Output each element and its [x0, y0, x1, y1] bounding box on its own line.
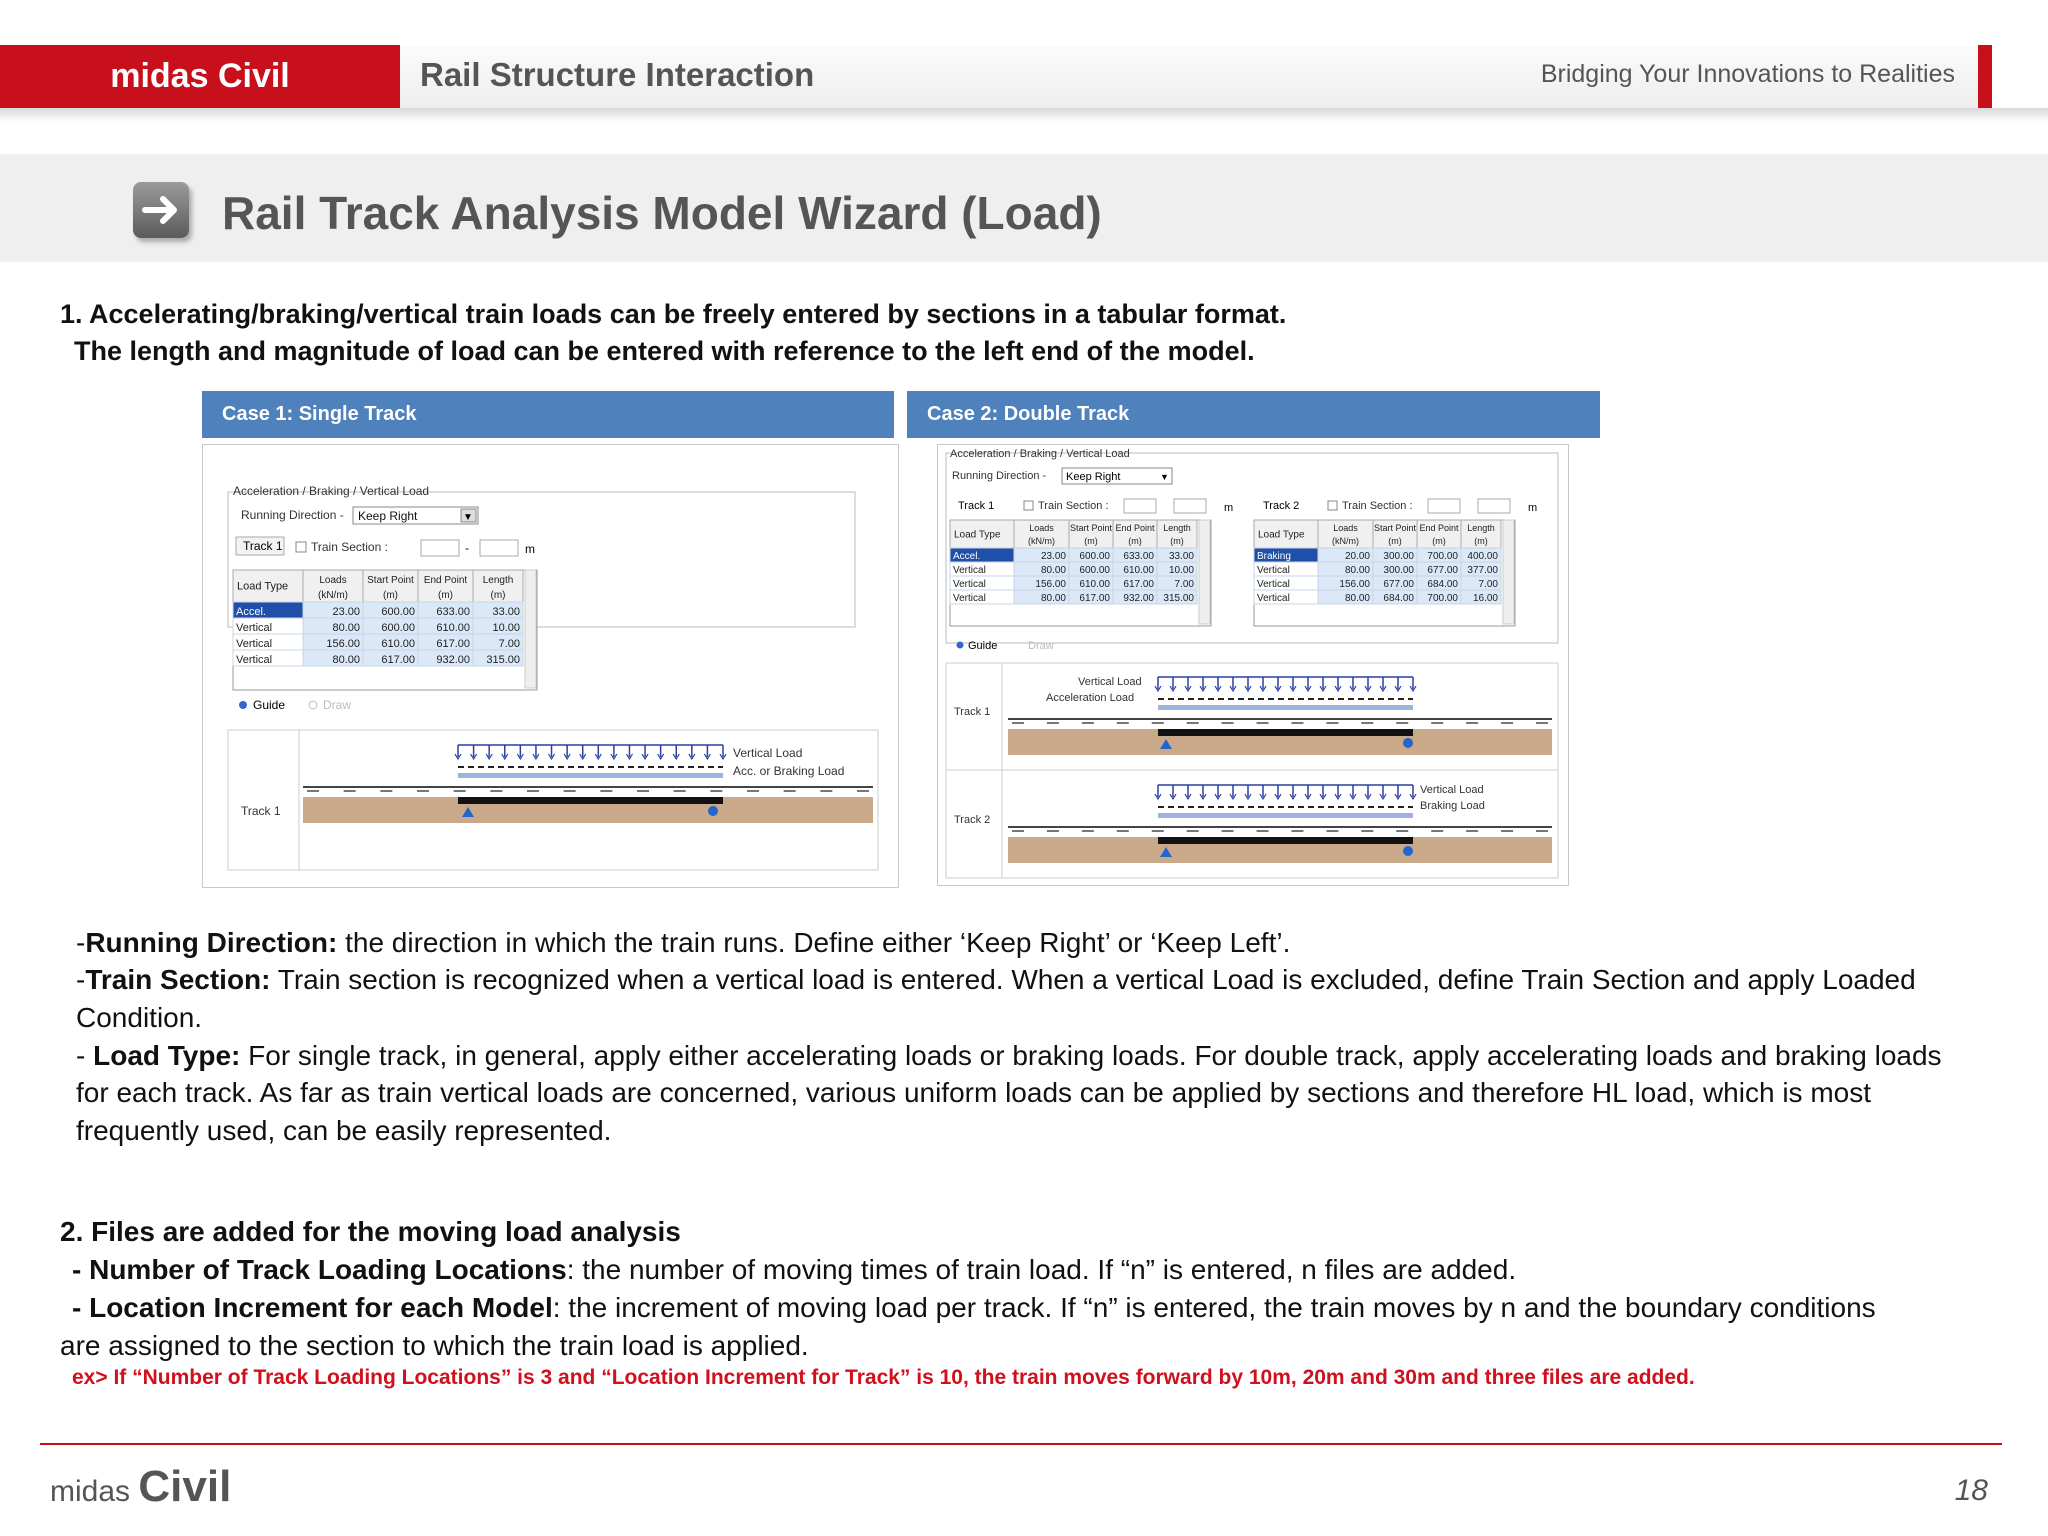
- column-header-sub: (m): [1474, 536, 1488, 546]
- table-cell[interactable]: 932.00: [1123, 593, 1154, 604]
- table-cell[interactable]: 16.00: [1472, 593, 1498, 604]
- header-title: Rail Structure Interaction: [420, 56, 815, 93]
- table-cell[interactable]: Vertical: [953, 579, 986, 590]
- table-cell[interactable]: 617.00: [1079, 593, 1110, 604]
- table-cell[interactable]: 80.00: [1344, 565, 1370, 576]
- table-scrollbar[interactable]: [1503, 520, 1514, 624]
- load-text: For single track, in general, apply either accelerating loads or braking loads. For double track, apply accelerating loads and braking loads: [240, 1040, 1942, 1071]
- column-header-sub: (m): [1388, 536, 1402, 546]
- table-cell[interactable]: Vertical: [1257, 579, 1290, 590]
- table-cell[interactable]: 617.00: [381, 654, 415, 666]
- column-header: Length: [1467, 523, 1495, 533]
- table-cell[interactable]: 677.00: [1427, 565, 1458, 576]
- column-header-sub: (kN/m): [318, 590, 348, 601]
- table-cell[interactable]: 617.00: [436, 638, 470, 650]
- unit-label-1: m: [1224, 502, 1234, 514]
- increment-text: : the increment of moving load per track. If “n” is entered, the train moves by n and the boundary conditions: [552, 1292, 1876, 1323]
- bullet-train-section-cont: Condition.: [76, 1002, 203, 1033]
- track2-tab[interactable]: Track 2: [1263, 500, 1300, 512]
- vertical-load-label-1: Vertical Load: [1078, 676, 1142, 688]
- double-track-screenshot: [937, 444, 1569, 886]
- train-section-label-1: Train Section :: [1038, 500, 1109, 512]
- track2-load-table[interactable]: [1254, 520, 1515, 626]
- load-label: Load Type:: [93, 1040, 241, 1071]
- table-cell[interactable]: 315.00: [1163, 593, 1194, 604]
- table-cell[interactable]: 300.00: [1383, 565, 1414, 576]
- table-cell[interactable]: 600.00: [1079, 565, 1110, 576]
- guide-radio[interactable]: Guide: [253, 698, 286, 712]
- track1-tab[interactable]: Track 1: [243, 539, 283, 553]
- section1-heading: [60, 296, 1286, 370]
- table-cell[interactable]: Vertical: [236, 654, 273, 666]
- table-cell[interactable]: 7.00: [1174, 579, 1194, 590]
- table-cell[interactable]: 80.00: [332, 622, 360, 634]
- running-direction-label: Running Direction -: [952, 470, 1047, 482]
- bullet-load-type-cont1: for each track. As far as train vertical loads are concerned, various uniform loads can be applied by sections and therefore HL load, which is most: [76, 1077, 1871, 1108]
- table-cell[interactable]: Accel.: [953, 551, 981, 562]
- example-note: ex> If “Number of Track Loading Locations” is 3 and “Location Increment for Track” is 10, the train moves forward by 10m, 20m and 30m and three files are added.: [72, 1366, 1695, 1389]
- column-header: End Point: [1115, 523, 1155, 533]
- train-section-checkbox-1[interactable]: [1024, 501, 1033, 510]
- table-cell[interactable]: Accel.: [236, 606, 266, 618]
- table-cell[interactable]: 10.00: [492, 622, 520, 634]
- table-cell[interactable]: 7.00: [498, 638, 520, 650]
- table-cell[interactable]: 633.00: [436, 606, 470, 618]
- table-cell[interactable]: 156.00: [1339, 579, 1370, 590]
- footer-brand-big: Civil: [138, 1462, 232, 1511]
- arrow-right-icon: [133, 182, 189, 238]
- brand-text: midas Civil: [110, 57, 290, 95]
- table-cell[interactable]: 700.00: [1427, 593, 1458, 604]
- train-section-label-2: Train Section :: [1342, 500, 1413, 512]
- column-header: Start Point: [1373, 523, 1417, 533]
- table-cell[interactable]: 80.00: [1344, 593, 1370, 604]
- table-cell[interactable]: 684.00: [1427, 579, 1458, 590]
- table-cell[interactable]: 700.00: [1427, 551, 1458, 562]
- bullet-load-type: - Load Type: For single track, in general, apply either accelerating loads or braking loads. For double track, apply accelerating loads and braking loads: [76, 1040, 1942, 1071]
- load-table[interactable]: [233, 570, 537, 690]
- running-text: the direction in which the train runs. Define either ‘Keep Right’ or ‘Keep Left’.: [337, 927, 1291, 958]
- header-tagline: Bridging Your Innovations to Realities: [1540, 60, 1955, 88]
- acc-braking-label: Acc. or Braking Load: [733, 764, 845, 778]
- table-cell[interactable]: Vertical: [953, 593, 986, 604]
- column-header-sub: (kN/m): [1028, 536, 1055, 546]
- brand-logo: [0, 45, 400, 108]
- column-header: Length: [482, 575, 514, 586]
- footer-divider: [40, 1443, 2002, 1445]
- increment-line: [72, 1289, 1876, 1327]
- case2-header: Case 2: Double Track: [907, 391, 1600, 438]
- column-header-sub: (m): [438, 590, 453, 601]
- column-header: Load Type: [237, 580, 289, 593]
- group-label: Acceleration / Braking / Vertical Load: [950, 448, 1130, 460]
- table-cell[interactable]: 633.00: [1123, 551, 1154, 562]
- track1-load-table[interactable]: [950, 520, 1211, 626]
- table-scrollbar[interactable]: [1199, 520, 1210, 624]
- column-header-sub: (m): [1170, 536, 1184, 546]
- column-header: Length: [1163, 523, 1191, 533]
- footer-brand-small: midas: [50, 1475, 131, 1508]
- bullet-load-type-cont2: frequently used, can be easily represented.: [76, 1115, 612, 1146]
- table-cell[interactable]: 610.00: [381, 638, 415, 650]
- column-header: Start Point: [1069, 523, 1113, 533]
- section2-heading: 2. Files are added for the moving load analysis: [60, 1216, 681, 1247]
- table-cell[interactable]: 315.00: [486, 654, 520, 666]
- column-header-sub: (m): [1128, 536, 1142, 546]
- running-direction-value: Keep Right: [1066, 471, 1121, 483]
- train-section-checkbox[interactable]: [296, 542, 306, 552]
- bullet-running-direction: -Running Direction: the direction in which the train runs. Define either ‘Keep Right’ or ‘Keep Left’.: [76, 927, 1291, 958]
- column-header-sub: (m): [1084, 536, 1098, 546]
- table-cell[interactable]: 80.00: [332, 654, 360, 666]
- column-header: Load Type: [1258, 529, 1305, 541]
- train-section-start[interactable]: [421, 540, 459, 556]
- table-cell[interactable]: Vertical: [1257, 593, 1290, 604]
- train-section-checkbox-2[interactable]: [1328, 501, 1337, 510]
- table-cell[interactable]: 33.00: [1168, 551, 1194, 562]
- running-label: Running Direction:: [85, 927, 338, 958]
- table-cell[interactable]: 80.00: [1040, 565, 1066, 576]
- unit-label-2: m: [1528, 502, 1538, 514]
- table-cell[interactable]: 156.00: [1035, 579, 1066, 590]
- column-header-sub: (kN/m): [1332, 536, 1359, 546]
- table-cell[interactable]: 23.00: [332, 606, 360, 618]
- column-header: End Point: [423, 575, 468, 586]
- column-header-sub: (m): [1432, 536, 1446, 546]
- increment-label: - Location Increment for each Model: [72, 1292, 553, 1323]
- increment-line-cont: are assigned to the section to which the train load is applied.: [60, 1330, 809, 1361]
- draw-radio[interactable]: Draw: [323, 698, 352, 712]
- table-cell[interactable]: 677.00: [1383, 579, 1414, 590]
- num-locations-line: [72, 1251, 1516, 1289]
- table-cell[interactable]: 33.00: [492, 606, 520, 618]
- column-header-sub: (m): [490, 590, 506, 601]
- column-header-sub: (m): [383, 590, 398, 601]
- table-cell[interactable]: 20.00: [1344, 551, 1370, 562]
- table-cell[interactable]: 600.00: [381, 606, 415, 618]
- table-cell[interactable]: 80.00: [1040, 593, 1066, 604]
- header-accent: [1978, 45, 1992, 108]
- column-header: Loads: [1333, 523, 1358, 533]
- table-cell[interactable]: 600.00: [381, 622, 415, 634]
- acceleration-load-label: Acceleration Load: [1046, 692, 1135, 704]
- train-section-label: Train Section :: [311, 540, 388, 554]
- column-header: End Point: [1419, 523, 1459, 533]
- table-scrollbar[interactable]: [525, 570, 536, 688]
- table-cell[interactable]: 156.00: [326, 638, 360, 650]
- column-header: Loads: [1029, 523, 1054, 533]
- page-number: 18: [1954, 1474, 1988, 1507]
- table-cell[interactable]: 617.00: [1123, 579, 1154, 590]
- column-header: Loads: [319, 575, 347, 586]
- unit-label: m: [525, 542, 535, 556]
- train-section-end[interactable]: [480, 540, 518, 556]
- vertical-load-label-2: Vertical Load: [1420, 784, 1484, 796]
- table-cell[interactable]: 377.00: [1467, 565, 1498, 576]
- table-cell[interactable]: 300.00: [1383, 551, 1414, 562]
- header-shadow: [0, 108, 2048, 122]
- table-cell[interactable]: Vertical: [236, 622, 273, 634]
- single-track-screenshot: [202, 444, 899, 888]
- running-direction-label: Running Direction -: [241, 508, 344, 522]
- section1-line2: The length and magnitude of load can be entered with reference to the left end of the model.: [74, 336, 1255, 366]
- table-cell[interactable]: Vertical: [1257, 565, 1290, 576]
- train-label: Train Section:: [85, 964, 271, 995]
- table-cell[interactable]: Vertical: [236, 638, 273, 650]
- table-cell[interactable]: 7.00: [1478, 579, 1498, 590]
- num-locations-label: - Number of Track Loading Locations: [72, 1254, 567, 1285]
- table-cell[interactable]: 400.00: [1467, 551, 1498, 562]
- table-cell[interactable]: 610.00: [436, 622, 470, 634]
- group-label: Acceleration / Braking / Vertical Load: [233, 484, 430, 498]
- train-text: Train section is recognized when a vertical load is entered. When a vertical Load is excluded, define Train Section and apply Loaded: [270, 964, 1916, 995]
- num-locations-text: : the number of moving times of train load. If “n” is entered, n files are added.: [566, 1254, 1517, 1285]
- table-cell[interactable]: 600.00: [1079, 551, 1110, 562]
- chevron-down-icon: ▼: [1160, 472, 1169, 482]
- table-cell[interactable]: 610.00: [1079, 579, 1110, 590]
- column-header: Start Point: [367, 575, 414, 586]
- guide-radio[interactable]: Guide: [968, 640, 998, 652]
- table-cell[interactable]: Braking: [1257, 551, 1291, 562]
- slide-title: Rail Track Analysis Model Wizard (Load): [222, 187, 1102, 239]
- bullet-train-section: -Train Section: Train section is recognized when a vertical load is entered. When a vertical Load is excluded, define Train Section and apply Loaded: [76, 964, 1916, 995]
- column-header: Load Type: [954, 529, 1001, 541]
- track1-label: Track 1: [954, 706, 991, 718]
- chevron-down-icon: ▼: [463, 512, 473, 523]
- braking-load-label: Braking Load: [1420, 800, 1485, 812]
- vertical-load-label: Vertical Load: [733, 746, 803, 760]
- case1-header: Case 1: Single Track: [202, 391, 894, 438]
- table-cell[interactable]: 23.00: [1040, 551, 1066, 562]
- track1-label: Track 1: [241, 804, 281, 818]
- table-cell[interactable]: 932.00: [436, 654, 470, 666]
- table-cell[interactable]: 610.00: [1123, 565, 1154, 576]
- table-cell[interactable]: Vertical: [953, 565, 986, 576]
- dash-label: -: [465, 541, 469, 555]
- draw-radio[interactable]: Draw: [1028, 640, 1054, 652]
- footer-logo: [50, 1462, 231, 1512]
- track1-tab[interactable]: Track 1: [958, 500, 995, 512]
- table-cell[interactable]: 10.00: [1168, 565, 1194, 576]
- running-direction-value: Keep Right: [358, 509, 418, 523]
- table-cell[interactable]: 684.00: [1383, 593, 1414, 604]
- section1-line1: 1. Accelerating/braking/vertical train loads can be freely entered by sections in a tabular format.: [60, 299, 1287, 329]
- track2-label: Track 2: [954, 814, 991, 826]
